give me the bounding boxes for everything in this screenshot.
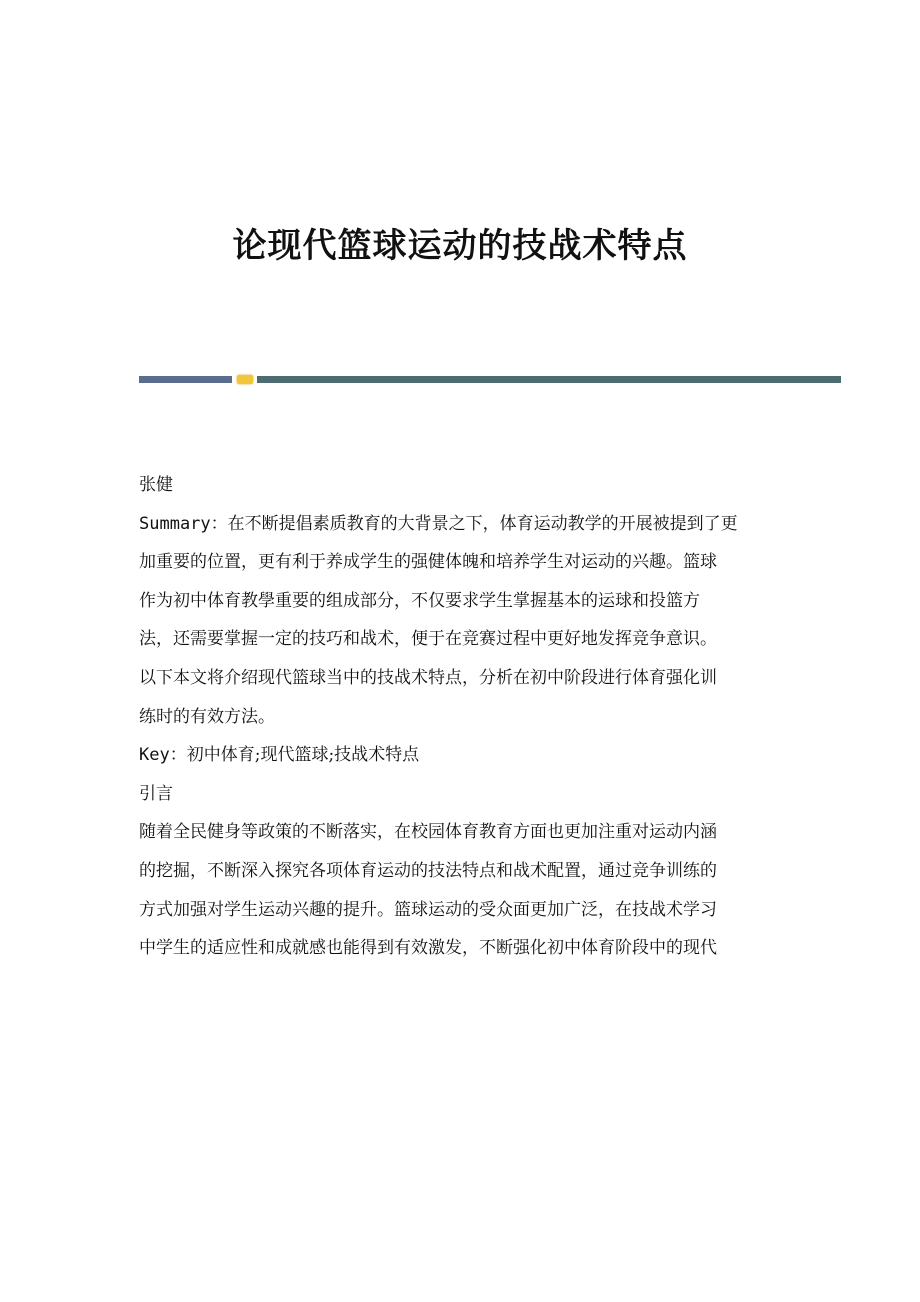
intro-line-4: 中学生的适应性和成就感也能得到有效激发，不断强化初中体育阶段中的现代: [139, 938, 717, 959]
divider-left-bar: [139, 376, 232, 383]
divider-ornament-icon: [237, 375, 253, 384]
key-label: Key：: [139, 745, 187, 766]
author: 张健: [139, 475, 173, 495]
keywords: 初中体育;现代篮球;技战术特点: [186, 745, 420, 766]
section-heading: 引言: [139, 783, 173, 804]
document-body: [139, 466, 789, 968]
summary-label: Summary：: [139, 513, 228, 534]
summary-line-2: 加重要的位置，更有利于养成学生的强健体魄和培养学生对运动的兴趣。篮球: [139, 552, 717, 573]
keywords-line: [139, 736, 789, 775]
decorative-divider: [139, 375, 841, 384]
summary-line-1: [139, 505, 789, 544]
summary-text: 在不断提倡素质教育的大背景之下，体育运动教学的开展被提到了更: [227, 513, 738, 534]
divider-right-bar: [257, 376, 841, 383]
document-title: 论现代篮球运动的技战术特点: [232, 226, 688, 266]
intro-line-3: 方式加强对学生运动兴趣的提升。篮球运动的受众面更加广泛，在技战术学习: [139, 899, 717, 920]
summary-line-3: 作为初中体育教學重要的组成部分，不仅要求学生掌握基本的运球和投篮方: [139, 590, 700, 611]
summary-line-5: 以下本文将介绍现代篮球当中的技战术特点，分析在初中阶段进行体育强化训: [139, 667, 717, 688]
intro-line-2: 的挖掘，不断深入探究各项体育运动的技法特点和战术配置，通过竞争训练的: [139, 860, 717, 881]
summary-line-4: 法，还需要掌握一定的技巧和战术，便于在竞赛过程中更好地发挥竞争意识。: [139, 629, 717, 650]
summary-line-6: 练时的有效方法。: [139, 706, 275, 727]
intro-line-1: 随着全民健身等政策的不断落实，在校园体育教育方面也更加注重对运动内涵: [139, 822, 717, 843]
